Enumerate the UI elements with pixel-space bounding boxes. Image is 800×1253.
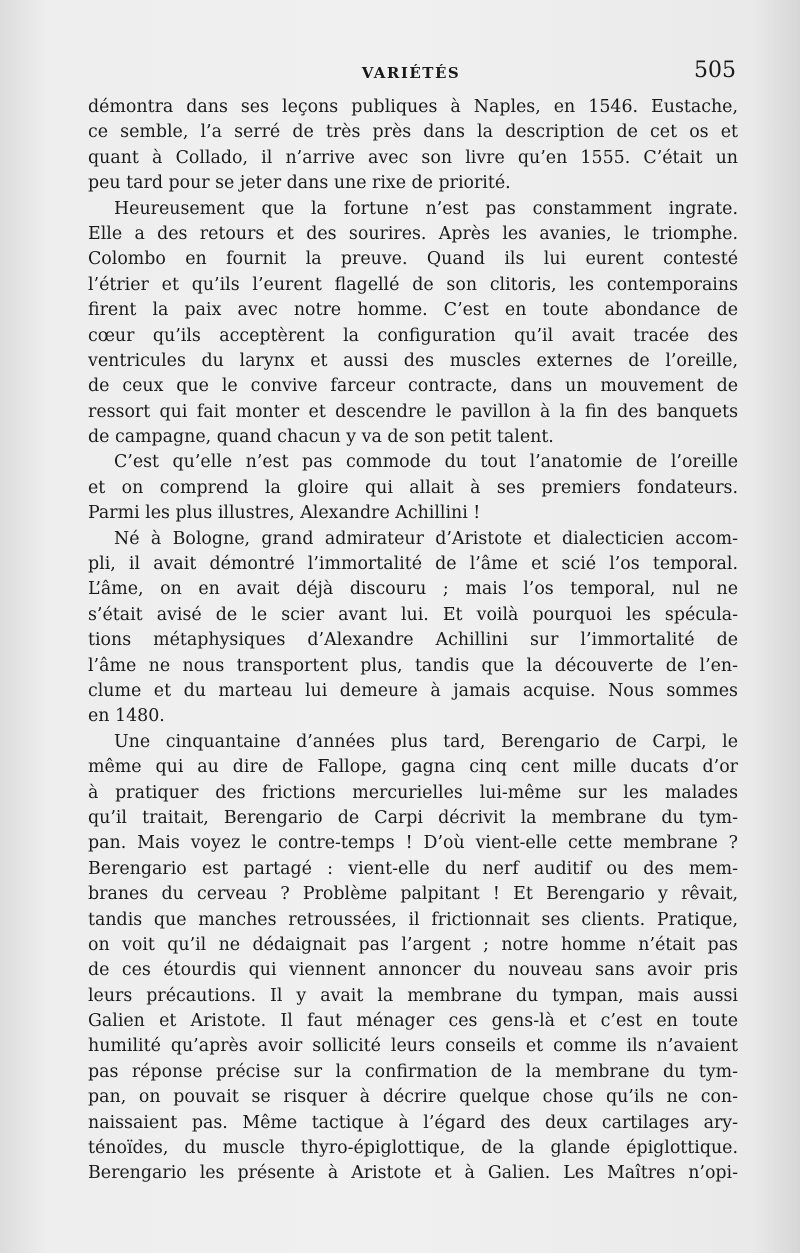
text-line: pan. Mais voyez le contre-temps ! D’où vient-elle cette membrane ? [88,833,738,854]
text-line: naissaient pas. Même tactique à l’égard des deux cartilages ary- [88,1112,738,1133]
text-line: à pratiquer des frictions mercurielles lui-même sur les malades [88,782,738,803]
page-number: 505 [694,58,736,83]
text-line: leurs précautions. Il y avait la membrane du tympan, mais aussi [88,985,738,1006]
text-line: Une cinquantaine d’années plus tard, Berengario de Carpi, le [114,731,738,752]
text-line: démontra dans ses leçons publiques à Naples, en 1546. Eustache, [88,97,738,117]
body-text [88,95,738,1187]
text-line: pan, on pouvait se risquer à décrire quelque chose qu’ils ne con- [88,1087,738,1108]
text-line: Heureusement que la fortune n’est pas constamment ingrate. [114,198,738,219]
text-line: pas réponse précise sur la confirmation de la membrane du tym- [88,1061,738,1082]
text-line: Colombo en fournit la preuve. Quand ils lui eurent contesté [88,249,738,270]
text-line: Parmi les plus illustres, Alexandre Achillini ! [88,503,481,524]
text-line: firent la paix avec notre homme. C’est en toute abondance de [88,300,738,321]
text-line: qu’il traitait, Berengario de Carpi décrivit la membrane du tym- [88,807,738,828]
text-line: Elle a des retours et des sourires. Après les avanies, le triomphe. [88,223,738,244]
text-line: L’âme, on en avait déjà discouru ; mais l’os temporal, nul ne [88,579,738,600]
text-line: tandis que manches retroussées, il frictionnait ses clients. Pratique, [88,909,738,930]
text-line: s’était avisé de le scier avant lui. Et voilà pourquoi les spécula- [88,604,738,625]
text-line: ressort qui fait monter et descendre le pavillon à la fin des banquets [88,401,738,422]
text-line: ce semble, l’a serré de très près dans la description de cet os et [88,122,738,143]
running-title: VARIÉTÉS [361,64,461,82]
text-line: ténoïdes, du muscle thyro-épiglottique, de la glande épiglottique. [88,1138,738,1159]
text-line: Berengario les présente à Aristote et à Galien. Les Maîtres n’opi- [88,1163,738,1184]
text-line: de ces étourdis qui viennent annoncer du nouveau sans avoir pris [88,960,738,981]
text-line: branes du cerveau ? Problème palpitant ! Et Berengario y rêvait, [88,884,738,905]
running-head [86,58,736,92]
text-line: même qui au dire de Fallope, gagna cinq cent mille ducats d’or [88,757,738,778]
text-line: on voit qu’il ne dédaignait pas l’argent ; notre homme n’était pas [88,934,738,955]
text-line: en 1480. [88,706,165,727]
text-line: de campagne, quand chacun y va de son petit talent. [88,427,554,448]
text-line: peu tard pour se jeter dans une rixe de priorité. [88,173,511,194]
text-line: pli, il avait démontré l’immortalité de l’âme et scié l’os temporal. [88,554,738,575]
text-line: tions métaphysiques d’Alexandre Achillini sur l’immortalité de [88,630,738,651]
text-line: cœur qu’ils acceptèrent la configuration qu’il avait tracée des [88,325,738,346]
text-line: humilité qu’après avoir sollicité leurs conseils et comme ils n’avaient [88,1036,738,1057]
text-line: Né à Bologne, grand admirateur d’Aristote et dialecticien accom- [114,528,738,549]
text-line: et on comprend la gloire qui allait à ses premiers fondateurs. [88,477,738,498]
text-line: de ceux que le convive farceur contracte, dans un mouvement de [88,376,738,397]
text-line: Berengario est partagé : vient-elle du nerf auditif ou des mem- [88,858,738,879]
text-line: quant à Collado, il n’arrive avec son livre qu’en 1555. C’était un [88,147,738,168]
text-line: ventricules du larynx et aussi des muscles externes de l’oreille, [88,350,738,371]
text-line: clume et du marteau lui demeure à jamais acquise. Nous sommes [88,680,738,701]
text-line: l’âme ne nous transportent plus, tandis que la découverte de l’en- [88,655,738,676]
text-line: Galien et Aristote. Il faut ménager ces gens-là et c’est en toute [88,1011,738,1032]
text-line: C’est qu’elle n’est pas commode du tout l’anatomie de l’oreille [114,452,738,473]
text-line: l’étrier et qu’ils l’eurent flagellé de son clitoris, les contemporains [88,274,738,295]
